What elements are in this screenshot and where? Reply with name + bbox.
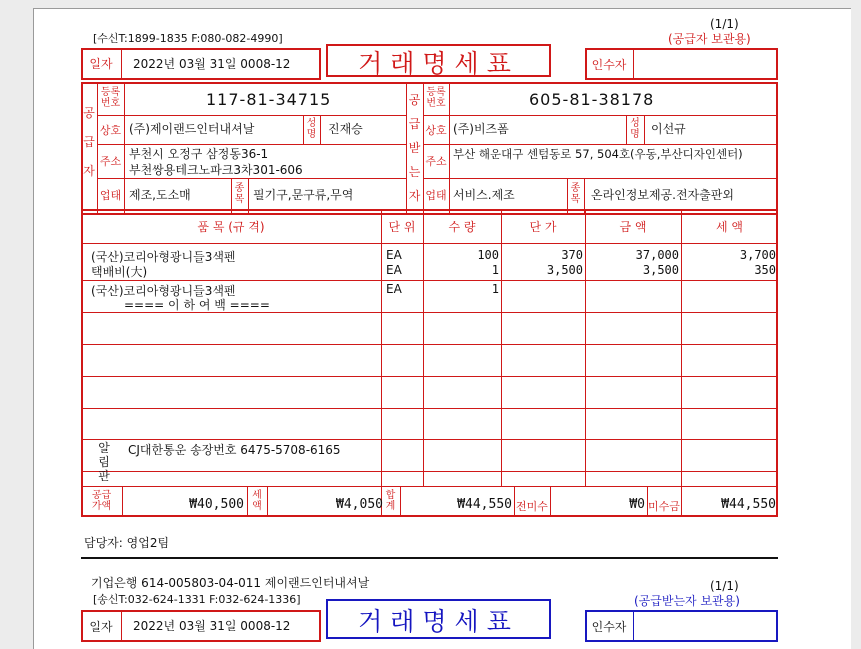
divider [81,557,778,559]
row1-qty: 100 [477,248,499,262]
receiver-label: 인수자 [591,58,627,72]
second-document-title: 거래명세표 [358,607,519,636]
row1-item: (국산)코리아형광니들3색펜 [91,250,236,264]
supplier-rep: 진재승 [328,122,363,136]
row1-tax: 3,700 [739,248,776,262]
buyer-rep-label: 성 명 [630,118,640,140]
buyer-biz-label: 업태 [425,189,447,202]
tax-total-label: 세 액 [252,490,262,512]
header-item: 품 목 (규 격) [197,220,265,234]
sum-label: 합 계 [385,490,396,512]
supplier-biz: 제조,도소매 [129,188,191,202]
header-amount: 금 액 [619,220,647,234]
second-copy-label: (공급받는자 보관용) [634,594,740,608]
row2-unit: EA [386,263,402,277]
header-tax: 세 액 [716,220,743,234]
supply-label: 공급 가액 [91,490,112,512]
unpaid-label: 미수금 [648,500,680,513]
copy-label: (공급자 보관용) [668,32,751,46]
supplier-biz-label: 업태 [99,189,122,202]
second-sender-contact: [송신T:032-624-1331 F:032-624-1336] [93,593,301,606]
unpaid-value: ₩44,550 [721,497,776,512]
buyer-side-label: 공 급 받 는 자 [408,93,421,203]
row2-qty: 1 [491,263,499,277]
staff-label: 담당자: 영업2팀 [84,536,170,550]
invoice-sheet [33,8,851,649]
row2-item: 택배비(大) [91,265,148,279]
buyer-name: (주)비즈폼 [453,122,509,136]
prev-unpaid-value: ₩0 [629,497,645,512]
supplier-side-label: 공 급 자 [83,106,95,178]
buyer-addr: 부산 해운대구 센텀동로 57, 504호(우동,부산디자인센터) [453,147,743,161]
buyer-biz: 서비스.제조 [453,188,515,202]
second-date-value: 2022년 03월 31일 0008-12 [133,619,291,633]
notice-label: 알 림 판 [98,441,110,483]
buyer-addr-label: 주소 [425,155,447,168]
date-label: 일자 [89,57,113,71]
row3-unit: EA [386,282,402,296]
buyer-reg-no: 605-81-38178 [529,90,655,109]
row1-price: 370 [561,248,583,262]
row2-tax: 350 [754,263,776,277]
supplier-item: 필기구,문구류,무역 [253,188,354,202]
buyer-rep: 이선규 [651,122,686,136]
tax-total-value: ₩4,050 [336,497,383,512]
row2-amount: 3,500 [642,263,679,277]
buyer-item-label: 종 목 [570,183,581,205]
supplier-reg-no: 117-81-34715 [206,90,332,109]
buyer-reg-label: 등록 번호 [426,87,446,109]
buyer-name-label: 상호 [425,124,447,137]
header-price: 단 가 [529,220,557,234]
row2-price: 3,500 [546,263,583,277]
row3-item: (국산)코리아형광니들3색펜 [91,284,236,298]
sum-value: ₩44,550 [457,497,512,512]
page-number: (1/1) [710,17,739,31]
prev-unpaid-label: 전미수 [516,500,548,513]
second-page-number: (1/1) [710,579,739,593]
header-qty: 수 량 [448,220,476,234]
supplier-addr-2: 부천쌍용테크노파크3차301-606 [129,163,303,177]
buyer-item: 온라인정보제공.전자출판외 [591,188,734,202]
supplier-name-label: 상호 [99,124,122,137]
blank-below-marker: ==== 이 하 여 백 ==== [124,298,270,312]
date-value: 2022년 03월 31일 0008-12 [133,57,291,71]
bank-info: 기업은행 614-005803-04-011 제이랜드인터내셔날 [91,576,370,590]
second-date-label: 일자 [89,620,113,634]
notice-text: CJ대한통운 송장번호 6475-5708-6165 [128,443,341,457]
row1-unit: EA [386,248,402,262]
supplier-addr-label: 주소 [99,155,122,168]
sender-contact: [수신T:1899-1835 F:080-082-4990] [93,32,283,45]
header-unit: 단 위 [388,220,416,234]
row1-amount: 37,000 [635,248,679,262]
row3-qty: 1 [491,282,499,296]
supplier-item-label: 종 목 [234,183,245,205]
supplier-rep-label: 성 명 [306,118,317,140]
supplier-reg-label: 등록 번호 [100,87,121,109]
supplier-addr-1: 부천시 오정구 삼정동36-1 [129,147,269,161]
supplier-name: (주)제이랜드인터내셔날 [129,122,255,136]
second-receiver-label: 인수자 [591,620,627,634]
document-title: 거래명세표 [358,49,519,78]
supply-value: ₩40,500 [189,497,244,512]
